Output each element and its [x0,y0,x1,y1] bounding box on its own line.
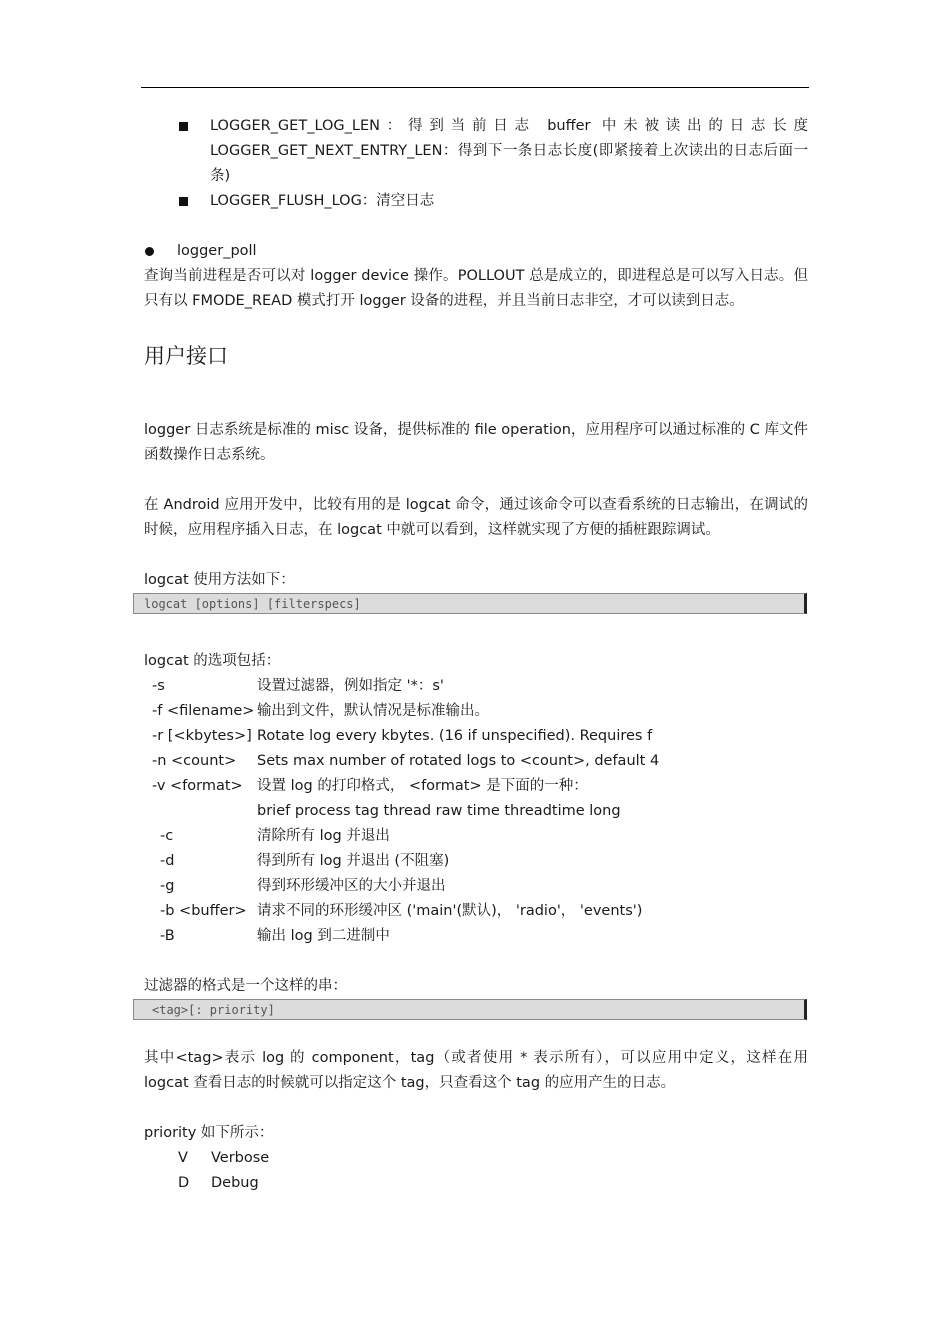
option-row [144,899,808,924]
option-description: 设置过滤器，例如指定 '*：s' [257,678,444,694]
poll-title: logger_poll [177,243,257,259]
option-description: 请求不同的环形缓冲区 ('main'(默认)， 'radio'， 'events') [257,903,643,919]
option-row [144,724,808,749]
priority-row [144,1146,808,1171]
option-description: Sets max number of rotated logs to <count>, default 4 [257,753,660,769]
option-flag: -f <filename> [152,703,255,719]
option-flag: -g [160,878,175,894]
list-item [179,114,808,189]
option-flag: -v <format> [152,778,243,794]
poll-heading [144,239,808,264]
round-bullet-icon [145,247,154,256]
option-description: brief process tag thread raw time threadtime long [257,803,621,819]
square-bullet-icon [179,122,188,131]
option-row [144,799,808,824]
filter-code-block: <tag>[: priority] [133,999,807,1020]
paragraph-logcat-intro: 在 Android 应用开发中，比较有用的是 logcat 命令，通过该命令可以查看系统的日志输出，在调试的时候，应用程序插入日志，在 logcat 中就可以看到，这样就实现了方便的插桩跟踪调试。 [144,497,808,538]
priority-letter: D [178,1175,190,1191]
filter-label: 过滤器的格式是一个这样的串： [144,978,347,994]
ioctl-list [179,114,808,214]
option-row [144,924,808,949]
options-label: logcat 的选项包括： [144,653,281,669]
list-item-text: LOGGER_GET_LOG_LEN：得到当前日志 buffer 中未被读出的日志长度 LOGGER_GET_NEXT_ENTRY_LEN：得到下一条日志长度(即紧接着上次读出的日志后面一条) [210,118,808,184]
list-item [179,189,808,214]
option-flag: -r [<kbytes>] [152,728,252,744]
option-flag: -s [152,678,165,694]
option-description: Rotate log every kbytes. (16 if unspecified). Requires f [257,728,653,744]
option-flag: -n <count> [152,753,237,769]
option-row [144,824,808,849]
option-flag: -c [160,828,174,844]
section-title: 用户接口 [144,344,228,368]
option-description: 清除所有 log 并退出 [257,828,390,844]
option-description: 输出到文件，默认情况是标准输出。 [257,703,489,719]
option-description: 得到所有 log 并退出 (不阻塞) [257,853,450,869]
option-description: 输出 log 到二进制中 [257,928,390,944]
paragraph-tag-explanation: 其中<tag>表示 log 的 component，tag（或者使用 * 表示所有），可以应用中定义，这样在用 logcat 查看日志的时候就可以指定这个 tag，只查看这个 tag 的应用产生的日志。 [144,1050,808,1091]
priority-list [144,1146,808,1196]
square-bullet-icon [179,197,188,206]
option-flag [144,799,257,824]
priority-label: priority 如下所示： [144,1125,274,1141]
option-description: 得到环形缓冲区的大小并退出 [257,878,446,894]
option-row [144,874,808,899]
header-rule [141,87,809,88]
priority-name: Verbose [211,1150,270,1166]
document-page [144,114,808,1196]
option-row [144,699,808,724]
option-flag: -d [160,853,175,869]
priority-name: Debug [211,1175,259,1191]
list-item-text: LOGGER_FLUSH_LOG：清空日志 [210,193,435,209]
option-row [144,774,808,799]
options-table [144,674,808,949]
option-flag: -b <buffer> [160,903,247,919]
option-row [144,674,808,699]
option-row [144,749,808,774]
option-flag: -B [160,928,175,944]
priority-row [144,1171,808,1196]
usage-code-block: logcat [options] [filterspecs] [133,593,807,614]
paragraph-misc-device: logger 日志系统是标准的 misc 设备，提供标准的 file operation，应用程序可以通过标准的 C 库文件函数操作日志系统。 [144,422,808,463]
usage-label: logcat 使用方法如下： [144,572,295,588]
option-row [144,849,808,874]
poll-description: 查询当前进程是否可以对 logger device 操作。POLLOUT 总是成立的，即进程总是可以写入日志。但只有以 FMODE_READ 模式打开 logger 设备的进程，并且当前日志非空，才可以读到日志。 [144,268,808,309]
option-description: 设置 log 的打印格式， <format> 是下面的一种： [257,778,588,794]
priority-letter: V [178,1150,188,1166]
